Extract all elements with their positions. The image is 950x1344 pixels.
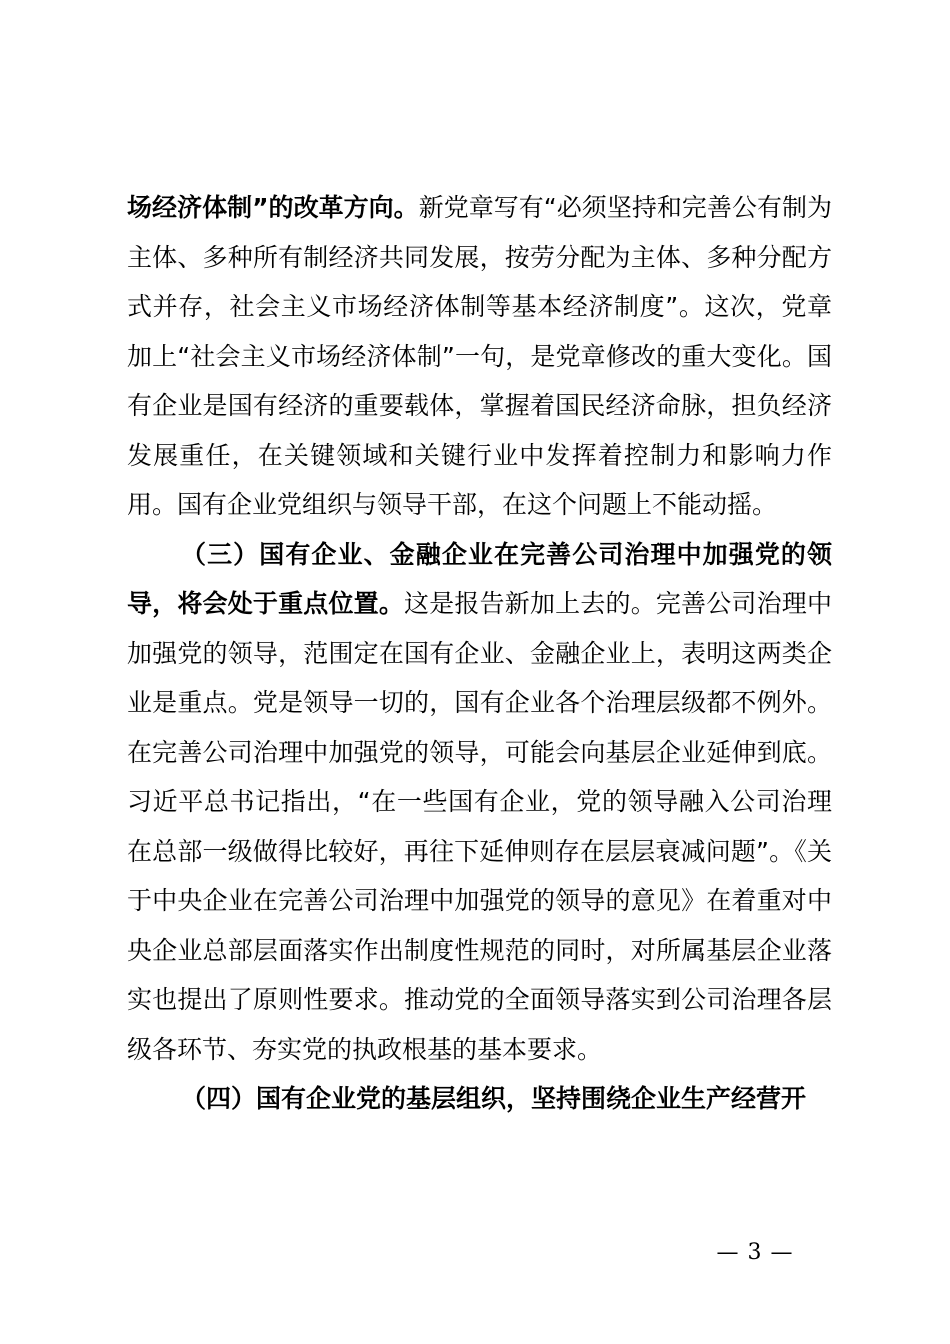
page-number: — 3 — <box>716 1240 794 1265</box>
body-text <box>127 183 832 1124</box>
paragraph-1-text: 新党章写有“必须坚持和完善公有制为主体、多种所有制经济共同发展，按劳分配为主体、多种分配方式并存，社会主义市场经济体制等基本经济制度”。这次，党章加上“社会主义市场经济体制”一句，是党章修改的重大变化。国有企业是国有经济的重要载体，掌握着国民经济命脉，担负经济发展重任，在关键领域和关键行业中发挥着控制力和影响力作用。国有企业党组织与领导干部，在这个问题上不能动摇。 <box>127 193 833 519</box>
paragraph-1 <box>127 183 832 530</box>
paragraph-3 <box>127 1074 832 1124</box>
paragraph-2-text: 这是报告新加上去的。完善公司治理中加强党的领导，范围定在国有企业、金融企业上，表明这两类企业是重点。党是领导一切的，国有企业各个治理层级都不例外。在完善公司治理中加强党的领导，可能会向基层企业延伸到底。习近平总书记指出，“在一些国有企业，党的领导融入公司治理在总部一级做得比较好，再往下延伸则存在层层衰减问题”。《关于中央企业在完善公司治理中加强党的领导的意见》在着重对中央企业总部层面落实作出制度性规范的同时，对所属基层企业落实也提出了原则性要求。推动党的全面领导落实到公司治理各层级各环节、夯实党的执政根基的基本要求。 <box>127 589 832 1064</box>
paragraph-2-bold: （三）国有企业、金融企业在完善公司治理中加强党的领导，将会处于重点位置。 <box>127 539 832 618</box>
paragraph-1-bold: 场经济体制”的改革方向。 <box>127 193 419 222</box>
paragraph-2 <box>127 530 832 1075</box>
paragraph-3-bold: （四）国有企业党的基层组织，坚持围绕企业生产经营开 <box>181 1084 807 1113</box>
